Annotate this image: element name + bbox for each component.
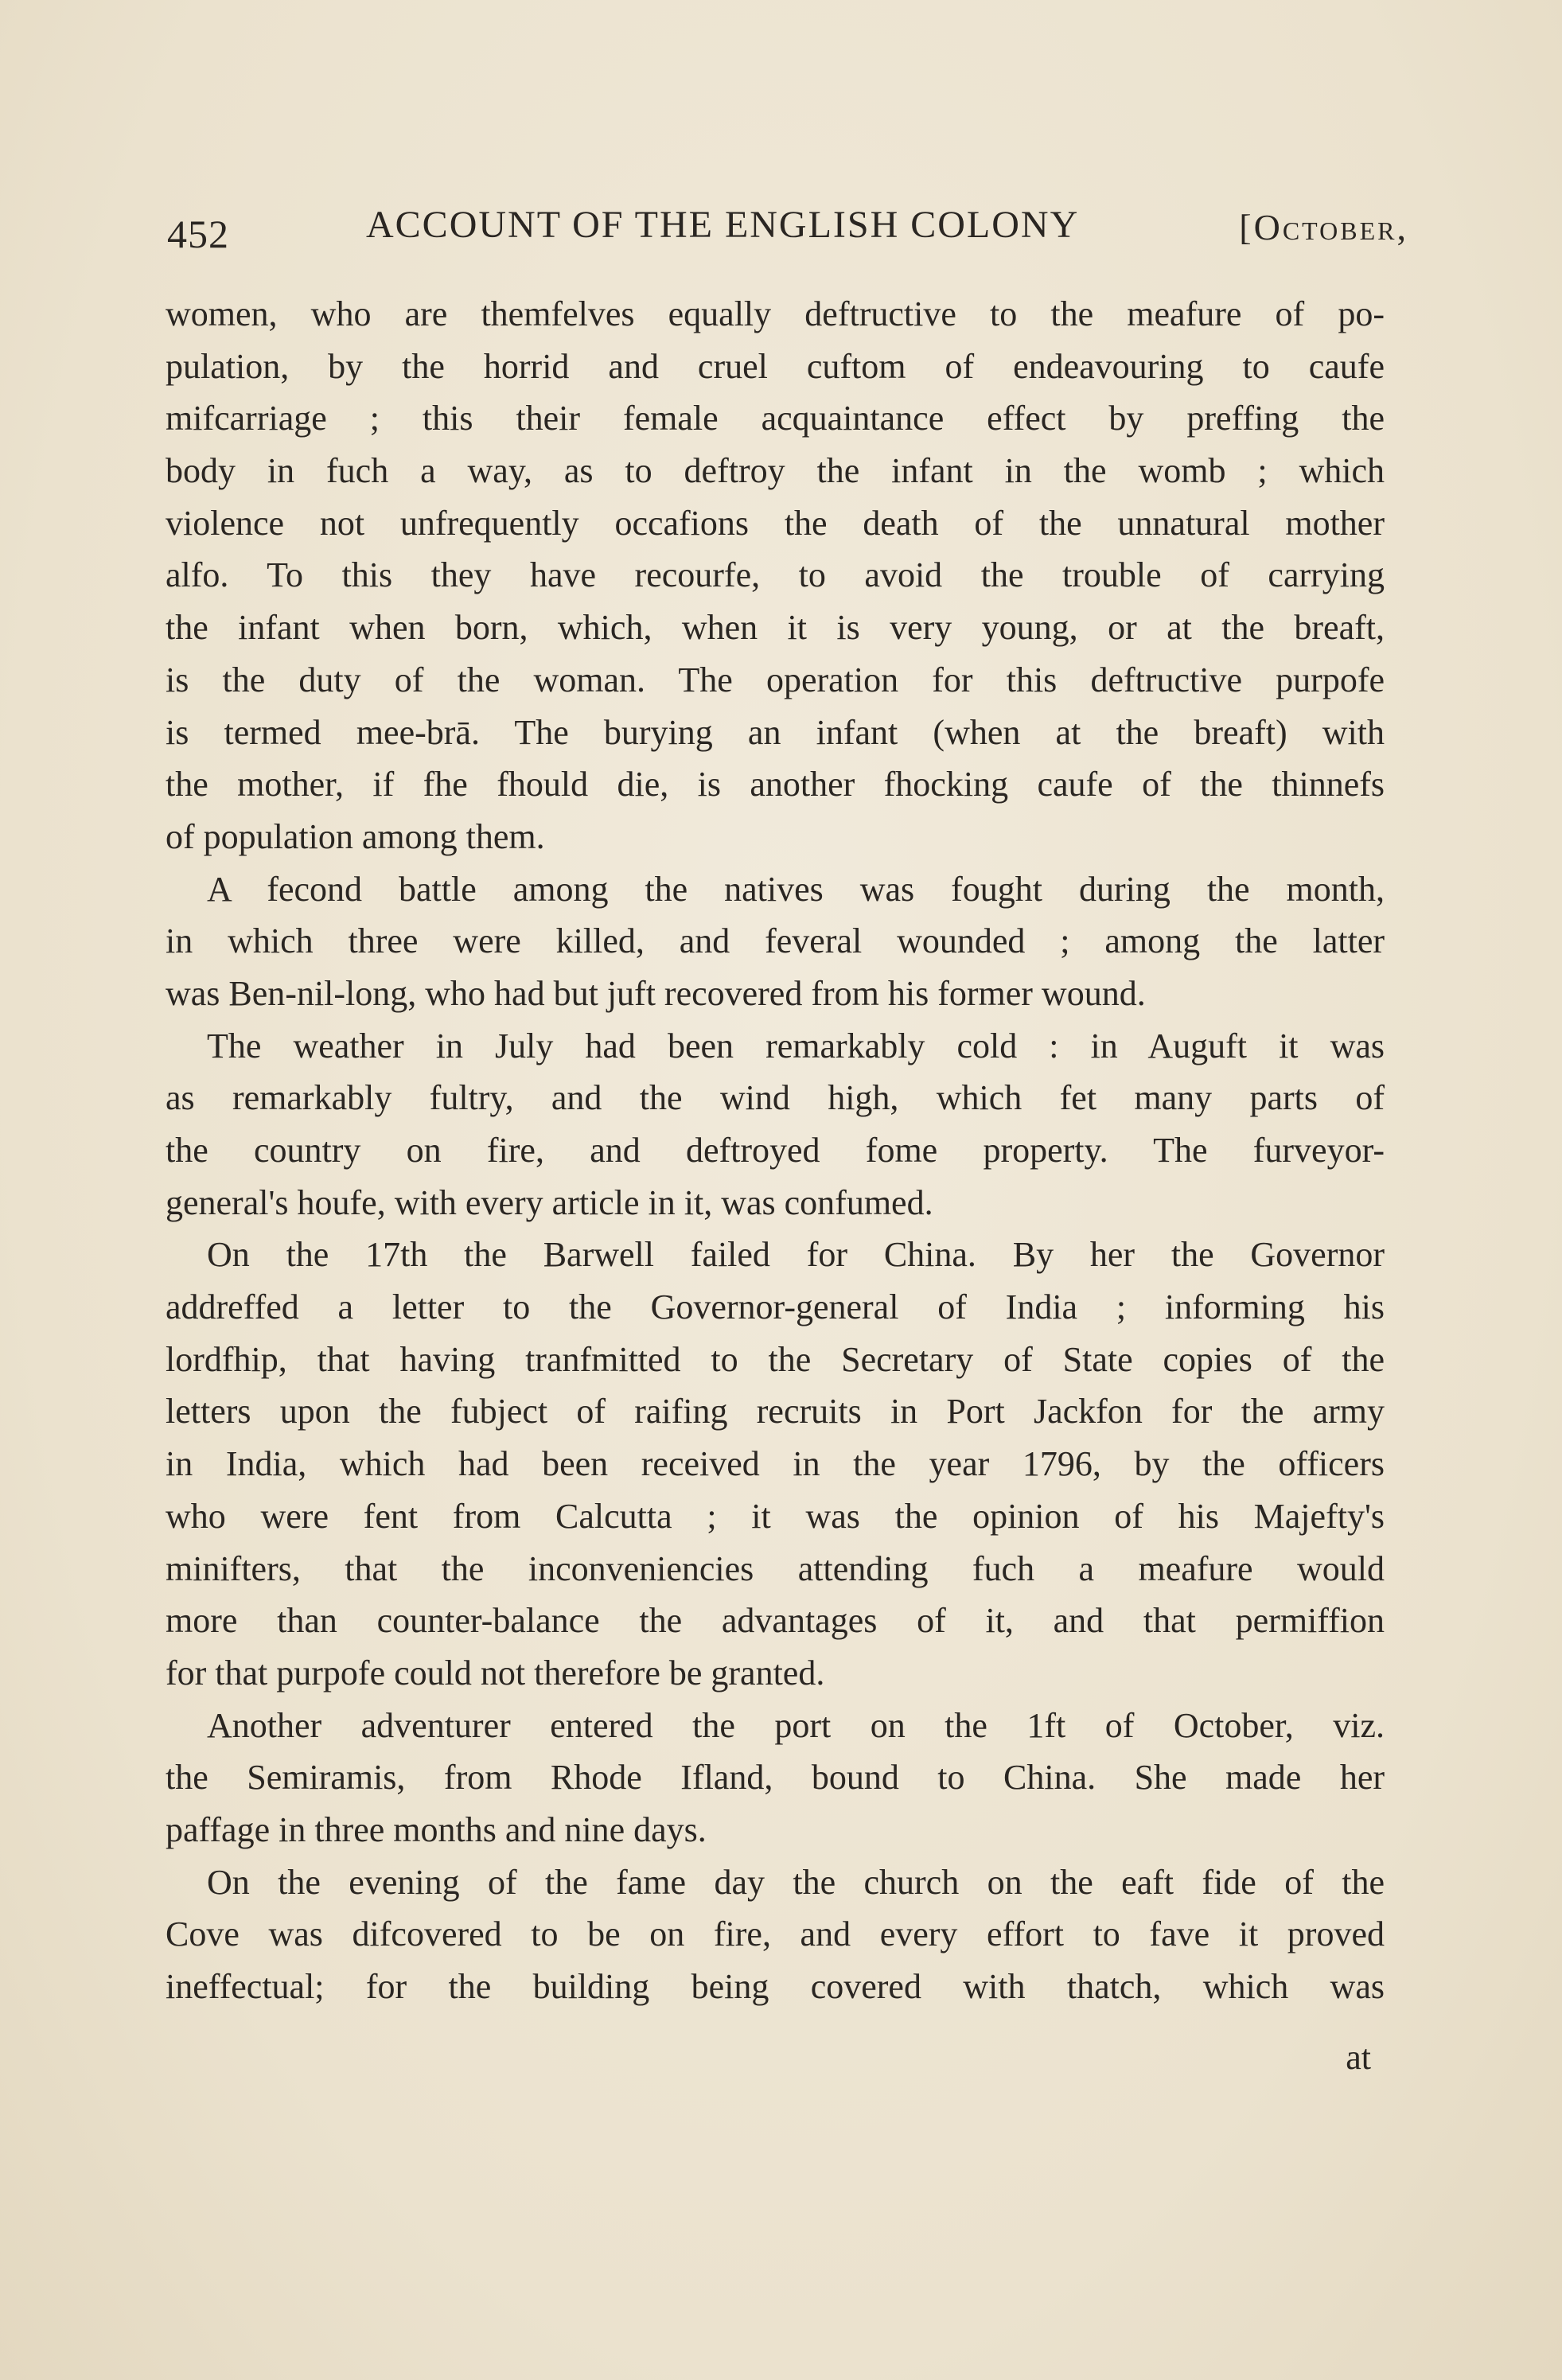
text-line: who were fent from Calcutta ; it was the opinion of his Majefty's <box>166 1496 1385 1536</box>
text-line: Cove was difcovered to be on fire, and every effort to fave it proved <box>166 1915 1385 1954</box>
text-line: mifcarriage ; this their female acquaintance effect by preffing the <box>166 399 1385 438</box>
text-line: paffage in three months and nine days. <box>166 1809 707 1849</box>
running-head <box>167 203 1408 259</box>
text-line: the infant when born, which, when it is very young, or at the breaft, <box>166 608 1385 648</box>
text-line: is the duty of the woman. The operation for this deftructive purpofe <box>166 660 1385 699</box>
text-line: letters upon the fubject of raifing recruits in Port Jackfon for the army <box>166 1392 1385 1432</box>
text-line: of population among them. <box>166 816 545 856</box>
text-line: more than counter-balance the advantages of it, and that permiffion <box>166 1601 1385 1641</box>
text-line: women, who are themfelves equally deftructive to the meafure of po- <box>166 294 1385 333</box>
text-line: alfo. To this they have recourfe, to avoid the trouble of carrying <box>166 555 1385 595</box>
text-line: On the evening of the fame day the church on the eaft fide of the <box>207 1862 1385 1902</box>
text-line: as remarkably fultry, and the wind high, which fet many parts of <box>166 1078 1385 1118</box>
text-line: general's houfe, with every article in it, was confumed. <box>166 1182 933 1222</box>
text-line: pulation, by the horrid and cruel cuftom of endeavouring to caufe <box>166 346 1385 386</box>
text-line: for that purpofe could not therefore be granted. <box>166 1653 825 1692</box>
text-line: was Ben-nil-long, who had but juft recovered from his former wound. <box>166 973 1146 1013</box>
catchword: at <box>1346 2038 1371 2077</box>
text-line: The weather in July had been remarkably cold : in Auguft it was <box>207 1026 1385 1065</box>
body-text <box>166 288 1385 2013</box>
text-line: minifters, that the inconveniencies attending fuch a meafure would <box>166 1548 1385 1588</box>
text-line: in which three were killed, and feveral wounded ; among the latter <box>166 921 1385 961</box>
text-line: Another adventurer entered the port on the 1ft of October, viz. <box>207 1705 1385 1745</box>
text-line: On the 17th the Barwell failed for China. By her the Governor <box>207 1235 1385 1275</box>
text-line: ineffectual; for the building being covered with thatch, which was <box>166 1967 1385 2006</box>
text-line: is termed mee-brā. The burying an infant (when at the breaft) with <box>166 712 1385 752</box>
page-number: 452 <box>167 212 229 256</box>
text-line: the country on fire, and deftroyed fome property. The furveyor- <box>166 1131 1385 1170</box>
text-line: A fecond battle among the natives was fought during the month, <box>207 869 1385 909</box>
text-line: violence not unfrequently occafions the death of the unnatural mother <box>166 503 1385 543</box>
text-line: lordfhip, that having tranfmitted to the Secretary of State copies of the <box>166 1339 1385 1379</box>
text-line: in India, which had been received in the year 1796, by the officers <box>166 1444 1385 1484</box>
text-line: addreffed a letter to the Governor-general of India ; informing his <box>166 1287 1385 1327</box>
running-title: ACCOUNT OF THE ENGLISH COLONY <box>366 204 1080 246</box>
text-line: the mother, if fhe fhould die, is another fhocking caufe of the thinnefs <box>166 765 1385 804</box>
text-line: the Semiramis, from Rhode Ifland, bound to China. She made her <box>166 1758 1385 1798</box>
running-month: [October, <box>1239 207 1408 247</box>
text-line: body in fuch a way, as to deftroy the infant in the womb ; which <box>166 451 1385 491</box>
